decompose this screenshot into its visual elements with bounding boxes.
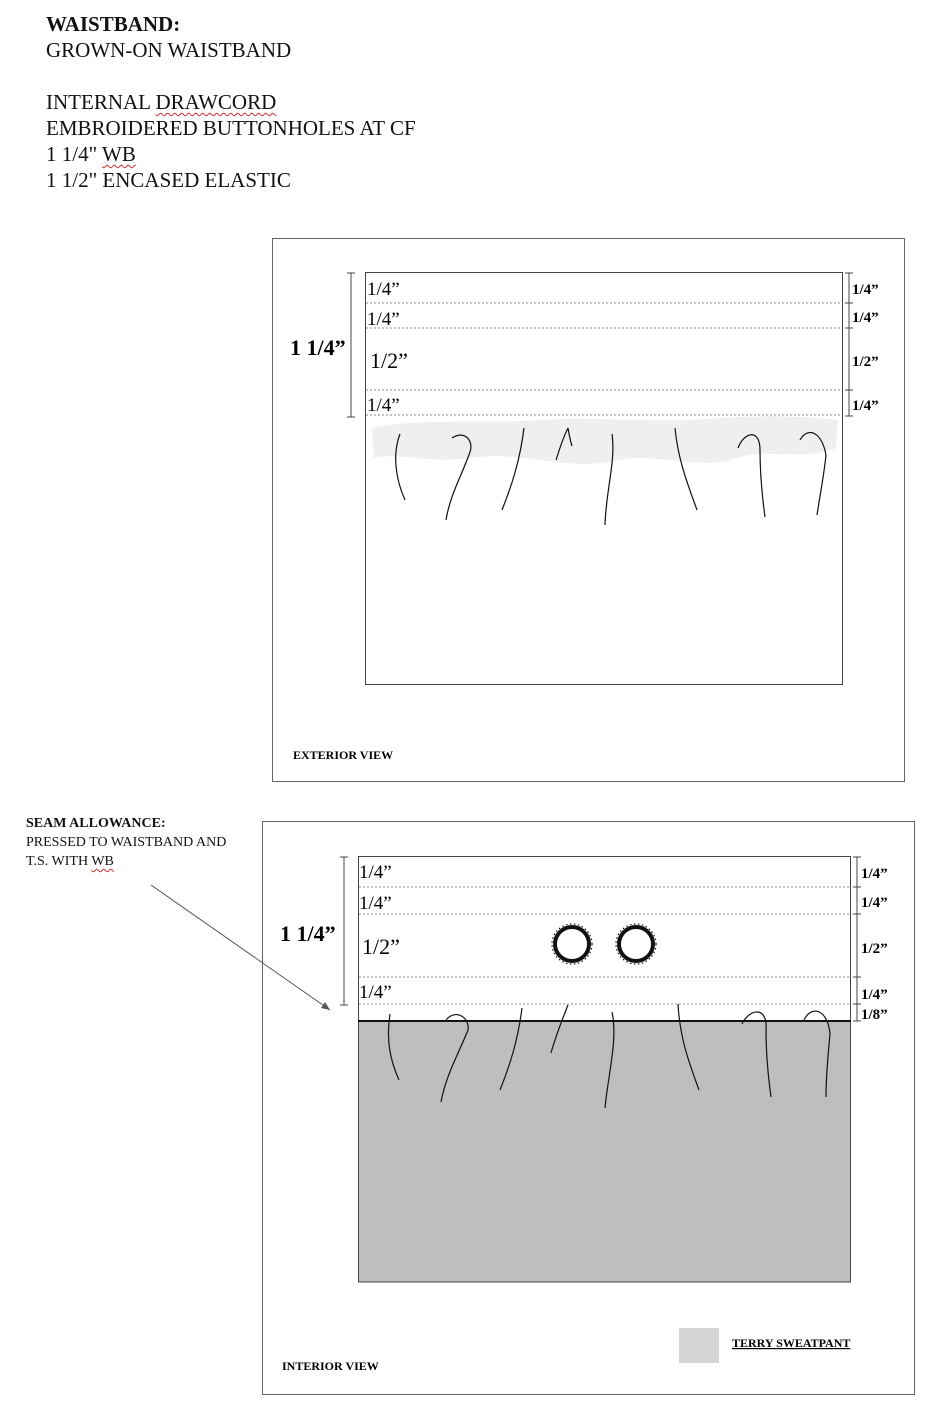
exterior-band-label-4: 1/4” xyxy=(367,395,400,416)
interior-right-dim-4: 1/4” xyxy=(861,987,888,1003)
spec-line-wb-word: WB xyxy=(102,142,136,166)
spec-line-drawcord-word: DRAWCORD xyxy=(155,90,277,114)
interior-right-dim-2: 1/4” xyxy=(861,895,888,911)
spec-subtitle: GROWN-ON WAISTBAND xyxy=(46,38,292,62)
spec-line-wb-prefix: 1 1/4" xyxy=(46,142,103,166)
legend-label: TERRY SWEATPANT xyxy=(732,1336,851,1350)
seam-note-line-2-word: WB xyxy=(91,854,114,869)
interior-total-dim-label: 1 1/4” xyxy=(280,921,336,946)
seam-note-title: SEAM ALLOWANCE: xyxy=(26,816,166,831)
interior-right-dim-5: 1/8” xyxy=(861,1007,888,1023)
exterior-right-dim-2: 1/4” xyxy=(852,310,879,326)
exterior-band-label-2: 1/4” xyxy=(367,309,400,330)
exterior-right-dim-4: 1/4” xyxy=(852,398,879,414)
spec-line-buttonholes: EMBROIDERED BUTTONHOLES AT CF xyxy=(46,116,416,140)
spec-line-drawcord-prefix: INTERNAL xyxy=(46,90,156,114)
exterior-total-dim-label: 1 1/4” xyxy=(290,335,346,360)
exterior-right-dim-3: 1/2” xyxy=(852,354,879,370)
interior-terry-fabric xyxy=(359,1021,851,1282)
interior-waistband-outline xyxy=(359,857,851,1022)
interior-total-dim-bracket xyxy=(340,857,348,1005)
interior-band-label-1: 1/4” xyxy=(359,862,392,883)
seam-note-line-2-prefix: T.S. WITH xyxy=(26,854,92,869)
legend-swatch xyxy=(679,1328,719,1363)
interior-view-label: INTERIOR VIEW xyxy=(282,1359,379,1373)
spec-title: WAISTBAND: xyxy=(46,12,181,36)
seam-note-line-1: PRESSED TO WAISTBAND AND xyxy=(26,835,227,850)
exterior-band-label-1: 1/4” xyxy=(367,279,400,300)
interior-band-label-4: 1/4” xyxy=(359,982,392,1003)
exterior-right-dim-1: 1/4” xyxy=(852,282,879,298)
exterior-band-label-3: 1/2” xyxy=(370,348,408,373)
interior-right-dim-1: 1/4” xyxy=(861,866,888,882)
interior-right-dim-3: 1/2” xyxy=(861,941,888,957)
exterior-view-label: EXTERIOR VIEW xyxy=(293,748,394,762)
seam-note-pointer xyxy=(151,885,330,1010)
interior-band-label-3: 1/2” xyxy=(362,934,400,959)
interior-band-label-2: 1/4” xyxy=(359,893,392,914)
spec-line-elastic: 1 1/2" ENCASED ELASTIC xyxy=(46,168,291,192)
interior-right-dim-bracket xyxy=(853,857,861,1021)
seam-note-arrowhead-icon xyxy=(321,1002,330,1010)
